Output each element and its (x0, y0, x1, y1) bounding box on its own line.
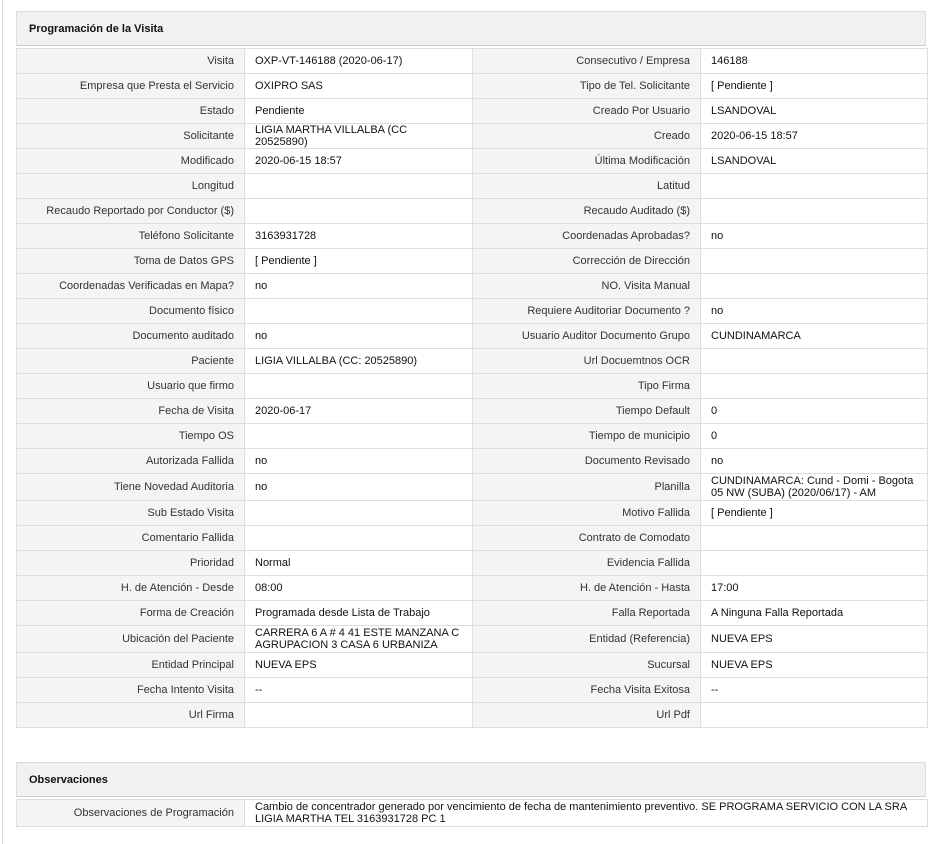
field-value: CUNDINAMARCA (701, 324, 928, 349)
page-left-border (2, 0, 3, 844)
field-label: Tipo Firma (473, 374, 701, 399)
field-label: H. de Atención - Desde (17, 576, 245, 601)
detail-row (17, 601, 928, 626)
field-value: Normal (245, 551, 473, 576)
field-value (701, 349, 928, 374)
field-value: OXP-VT-146188 (2020-06-17) (245, 49, 473, 74)
field-value: 3163931728 (245, 224, 473, 249)
detail-row (17, 626, 928, 653)
field-label: Url Pdf (473, 703, 701, 728)
field-label: Documento auditado (17, 324, 245, 349)
field-value (701, 374, 928, 399)
field-value (245, 424, 473, 449)
field-label: H. de Atención - Hasta (473, 576, 701, 601)
field-label: Coordenadas Aprobadas? (473, 224, 701, 249)
field-value (245, 374, 473, 399)
field-value: Programada desde Lista de Trabajo (245, 601, 473, 626)
field-label: Tipo de Tel. Solicitante (473, 74, 701, 99)
field-value: [ Pendiente ] (701, 501, 928, 526)
field-value: 2020-06-15 18:57 (701, 124, 928, 149)
field-value (245, 501, 473, 526)
field-value: A Ninguna Falla Reportada (701, 601, 928, 626)
field-value: no (701, 224, 928, 249)
field-value: no (245, 449, 473, 474)
field-label: Modificado (17, 149, 245, 174)
field-label: Visita (17, 49, 245, 74)
field-label: Tiempo OS (17, 424, 245, 449)
field-value: NUEVA EPS (245, 653, 473, 678)
field-label: Documento físico (17, 299, 245, 324)
detail-row (17, 274, 928, 299)
field-label: Solicitante (17, 124, 245, 149)
field-label: Contrato de Comodato (473, 526, 701, 551)
detail-row (17, 224, 928, 249)
visit-details-body (17, 49, 928, 728)
visit-details-table (16, 48, 928, 728)
detail-row (17, 703, 928, 728)
field-label: Tiene Novedad Auditoria (17, 474, 245, 501)
field-value: no (245, 324, 473, 349)
field-label: Forma de Creación (17, 601, 245, 626)
field-label: Evidencia Fallida (473, 551, 701, 576)
detail-row (17, 653, 928, 678)
field-value: 17:00 (701, 576, 928, 601)
field-label: Requiere Auditoriar Documento ? (473, 299, 701, 324)
field-label: NO. Visita Manual (473, 274, 701, 299)
field-value: 0 (701, 424, 928, 449)
field-label: Autorizada Fallida (17, 449, 245, 474)
field-label: Última Modificación (473, 149, 701, 174)
field-value: CARRERA 6 A # 4 41 ESTE MANZANA C AGRUPACION 3 CASA 6 URBANIZA (245, 626, 473, 653)
field-value: NUEVA EPS (701, 626, 928, 653)
field-value (701, 199, 928, 224)
detail-row (17, 149, 928, 174)
field-label: Sub Estado Visita (17, 501, 245, 526)
field-value (701, 526, 928, 551)
field-label: Tiempo Default (473, 399, 701, 424)
field-value: 146188 (701, 49, 928, 74)
field-value: OXIPRO SAS (245, 74, 473, 99)
field-label: Creado (473, 124, 701, 149)
field-value: no (245, 274, 473, 299)
field-label: Documento Revisado (473, 449, 701, 474)
field-label: Entidad (Referencia) (473, 626, 701, 653)
detail-row (17, 249, 928, 274)
observations-value: Cambio de concentrador generado por vencimiento de fecha de mantenimiento preventivo. SE PROGRAMA SERVICIO CON LA SRA LIGIA MARTHA TEL 3163931728 PC 1 (245, 800, 928, 827)
field-value: NUEVA EPS (701, 653, 928, 678)
detail-row (17, 74, 928, 99)
field-label: Consecutivo / Empresa (473, 49, 701, 74)
field-label: Falla Reportada (473, 601, 701, 626)
field-value (701, 249, 928, 274)
field-value: 2020-06-15 18:57 (245, 149, 473, 174)
field-label: Toma de Datos GPS (17, 249, 245, 274)
field-value: LSANDOVAL (701, 149, 928, 174)
field-value (245, 199, 473, 224)
detail-row (17, 124, 928, 149)
section-title-programacion: Programación de la Visita (16, 11, 926, 46)
field-value: [ Pendiente ] (245, 249, 473, 274)
field-value: 2020-06-17 (245, 399, 473, 424)
detail-row (17, 501, 928, 526)
field-value (701, 174, 928, 199)
field-label: Teléfono Solicitante (17, 224, 245, 249)
field-label: Usuario que firmo (17, 374, 245, 399)
field-label: Fecha Visita Exitosa (473, 678, 701, 703)
field-label: Url Firma (17, 703, 245, 728)
detail-row (17, 551, 928, 576)
detail-row (17, 526, 928, 551)
field-label: Fecha Intento Visita (17, 678, 245, 703)
field-value: -- (245, 678, 473, 703)
field-value (245, 526, 473, 551)
field-label: Empresa que Presta el Servicio (17, 74, 245, 99)
field-value (245, 703, 473, 728)
field-label: Entidad Principal (17, 653, 245, 678)
field-value: CUNDINAMARCA: Cund - Domi - Bogota 05 NW (SUBA) (2020/06/17) - AM (701, 474, 928, 501)
field-value: [ Pendiente ] (701, 74, 928, 99)
detail-row (17, 576, 928, 601)
field-label: Sucursal (473, 653, 701, 678)
detail-row (17, 299, 928, 324)
field-label: Url Docuemtnos OCR (473, 349, 701, 374)
detail-row (17, 449, 928, 474)
field-value: Pendiente (245, 99, 473, 124)
detail-row (17, 678, 928, 703)
field-label: Recaudo Reportado por Conductor ($) (17, 199, 245, 224)
field-label: Latitud (473, 174, 701, 199)
field-value (701, 703, 928, 728)
field-label: Planilla (473, 474, 701, 501)
field-value: no (701, 299, 928, 324)
field-value (701, 274, 928, 299)
field-label: Coordenadas Verificadas en Mapa? (17, 274, 245, 299)
field-label: Usuario Auditor Documento Grupo (473, 324, 701, 349)
detail-row (17, 174, 928, 199)
field-value: LSANDOVAL (701, 99, 928, 124)
detail-row (17, 474, 928, 501)
field-label: Fecha de Visita (17, 399, 245, 424)
detail-row (17, 199, 928, 224)
field-value: no (245, 474, 473, 501)
detail-row (17, 49, 928, 74)
field-value (701, 551, 928, 576)
field-label: Paciente (17, 349, 245, 374)
observations-label: Observaciones de Programación (17, 800, 245, 827)
field-value: 0 (701, 399, 928, 424)
section-title-observaciones: Observaciones (16, 762, 926, 797)
field-label: Prioridad (17, 551, 245, 576)
detail-row (17, 324, 928, 349)
field-value: LIGIA MARTHA VILLALBA (CC 20525890) (245, 124, 473, 149)
field-value: -- (701, 678, 928, 703)
field-label: Comentario Fallida (17, 526, 245, 551)
field-value: LIGIA VILLALBA (CC: 20525890) (245, 349, 473, 374)
detail-row (17, 99, 928, 124)
field-label: Tiempo de municipio (473, 424, 701, 449)
observations-row (17, 800, 928, 827)
observations-table (16, 799, 928, 827)
field-label: Recaudo Auditado ($) (473, 199, 701, 224)
detail-row (17, 349, 928, 374)
field-value: 08:00 (245, 576, 473, 601)
detail-row (17, 374, 928, 399)
field-label: Creado Por Usuario (473, 99, 701, 124)
field-label: Ubicación del Paciente (17, 626, 245, 653)
field-value (245, 299, 473, 324)
field-label: Estado (17, 99, 245, 124)
field-label: Longitud (17, 174, 245, 199)
field-value: no (701, 449, 928, 474)
field-value (245, 174, 473, 199)
field-label: Corrección de Dirección (473, 249, 701, 274)
detail-row (17, 399, 928, 424)
field-label: Motivo Fallida (473, 501, 701, 526)
detail-row (17, 424, 928, 449)
